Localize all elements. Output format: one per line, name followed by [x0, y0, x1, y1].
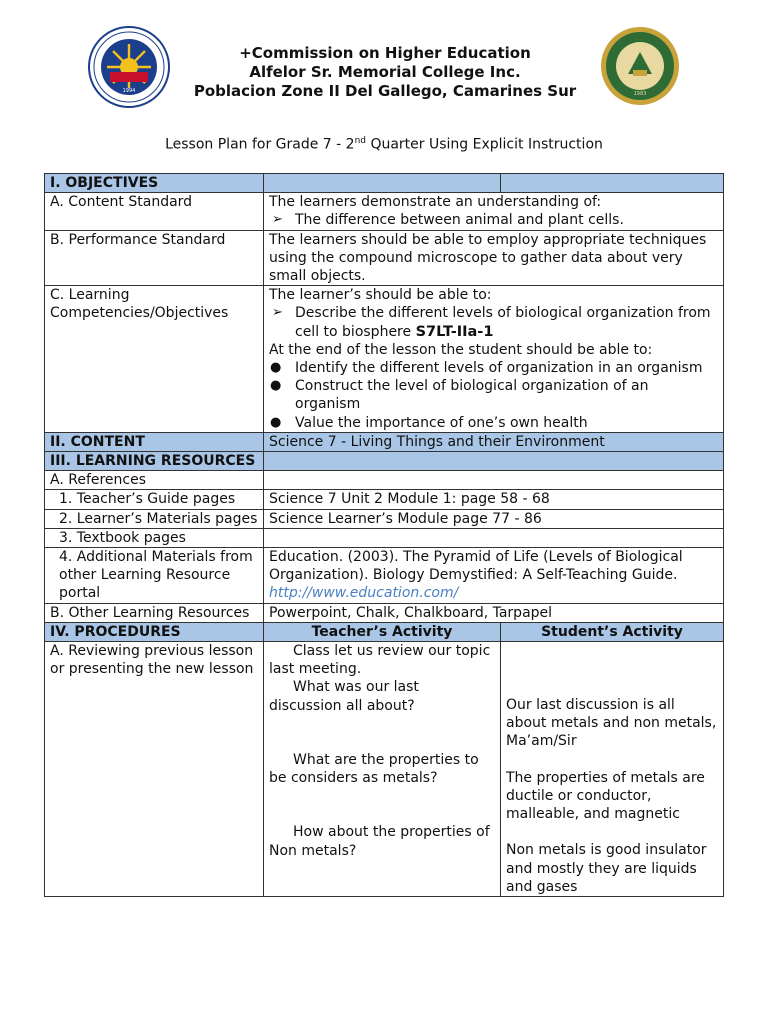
- student-activity-header: Student’s Activity: [501, 622, 724, 641]
- performance-standard-value: The learners should be able to employ appropriate techniques using the compound microscope to gather data about very small objects.: [264, 230, 724, 286]
- commission-line: +Commission on Higher Education: [239, 44, 531, 62]
- resources-header: III. LEARNING RESOURCES: [45, 452, 264, 471]
- right-seal-year: 1983: [633, 91, 647, 97]
- review-label: A. Reviewing previous lesson or presenting the new lesson: [45, 642, 264, 897]
- content-value: Science 7 - Living Things and their Environment: [264, 432, 724, 451]
- teachers-guide-row: [45, 490, 724, 509]
- objective-item: ● Identify the different levels of organization in an organism: [269, 359, 718, 377]
- teachers-guide-value: Science 7 Unit 2 Module 1: page 58 - 68: [264, 490, 724, 509]
- teacher-line: What was our last discussion all about?: [269, 679, 419, 714]
- objective-item: ● Value the importance of one’s own health: [269, 414, 718, 432]
- teacher-line: Class let us review our topic last meeting.: [269, 643, 491, 678]
- references-row: [45, 471, 724, 490]
- objectives-header: I. OBJECTIVES: [45, 174, 264, 193]
- content-header: II. CONTENT: [45, 432, 264, 451]
- teacher-activity-header: Teacher’s Activity: [264, 622, 501, 641]
- ched-seal-icon: [88, 26, 170, 108]
- competency-item: ➢ Describe the different levels of biological organization from cell to biosphere S7LT-IIa-1: [269, 304, 718, 340]
- content-standard-row: [45, 193, 724, 230]
- content-standard-label: A. Content Standard: [45, 193, 264, 230]
- education-link[interactable]: http://www.education.com/: [269, 585, 459, 602]
- objectives-header-row: [45, 174, 724, 193]
- other-resources-row: [45, 603, 724, 622]
- learners-materials-label: 2. Learner’s Materials pages: [45, 509, 264, 528]
- left-seal-year: 1994: [122, 88, 136, 94]
- college-seal-icon: [600, 26, 680, 106]
- teacher-activity-cell: [264, 642, 501, 897]
- textbook-row: [45, 528, 724, 547]
- other-resources-label: B. Other Learning Resources: [45, 603, 264, 622]
- performance-standard-row: [45, 230, 724, 286]
- institution-block: [180, 44, 590, 101]
- lesson-plan-table: [44, 173, 724, 897]
- additional-materials-label: 4. Additional Materials from other Learning Resource portal: [45, 548, 264, 604]
- student-line: Our last discussion is all about metals and non metals, Ma’am/Sir: [506, 697, 717, 750]
- learners-materials-row: [45, 509, 724, 528]
- teacher-line: How about the properties of Non metals?: [269, 824, 490, 859]
- objective-item: ● Construct the level of biological organization of an organism: [269, 377, 718, 413]
- learners-materials-value: Science Learner’s Module page 77 - 86: [264, 509, 724, 528]
- content-row: [45, 432, 724, 451]
- competency-code: S7LT-IIa-1: [415, 323, 494, 340]
- textbook-label: 3. Textbook pages: [45, 528, 264, 547]
- procedures-header-row: [45, 622, 724, 641]
- document-header: [0, 22, 768, 112]
- teachers-guide-label: 1. Teacher’s Guide pages: [45, 490, 264, 509]
- student-line: The properties of metals are ductile or conductor, malleable, and magnetic: [506, 769, 705, 823]
- lesson-title: Lesson Plan for Grade 7 - 2nd Quarter Using Explicit Instruction: [165, 136, 603, 153]
- content-standard-bullet: ➢ The difference between animal and plant cells.: [269, 211, 718, 229]
- performance-standard-label: B. Performance Standard: [45, 230, 264, 286]
- procedures-header: IV. PROCEDURES: [45, 622, 264, 641]
- review-row: [45, 642, 724, 897]
- references-label: A. References: [45, 471, 264, 490]
- other-resources-value: Powerpoint, Chalk, Chalkboard, Tarpapel: [264, 603, 724, 622]
- additional-materials-value: Education. (2003). The Pyramid of Life (Levels of Biological Organization). Biology Demystified: A Self-Teaching Guide. http://www.education.com/: [264, 548, 724, 604]
- competencies-label: C. Learning Competencies/Objectives: [45, 286, 264, 433]
- college-name: Alfelor Sr. Memorial College Inc.: [249, 63, 521, 81]
- student-activity-cell: [501, 642, 724, 897]
- competencies-value: The learner’s should be able to: ➢ Describe the different levels of biological organization from cell to biosphere S7LT-IIa-1 At the end of the lesson the student should be able to: ● Identify the different levels of organization in an organism ● Construct the level of biological organization of an organism ● Value the importance of one’s own health: [264, 286, 724, 433]
- additional-materials-row: [45, 548, 724, 604]
- resources-header-row: [45, 452, 724, 471]
- content-standard-value: The learners demonstrate an understanding of: ➢ The difference between animal and plant cells.: [264, 193, 724, 230]
- competencies-row: [45, 286, 724, 433]
- teacher-line: What are the properties to be considers as metals?: [269, 751, 479, 787]
- student-line: Non metals is good insulator and mostly they are liquids and gases: [506, 842, 707, 895]
- college-address: Poblacion Zone II Del Gallego, Camarines Sur: [193, 82, 577, 100]
